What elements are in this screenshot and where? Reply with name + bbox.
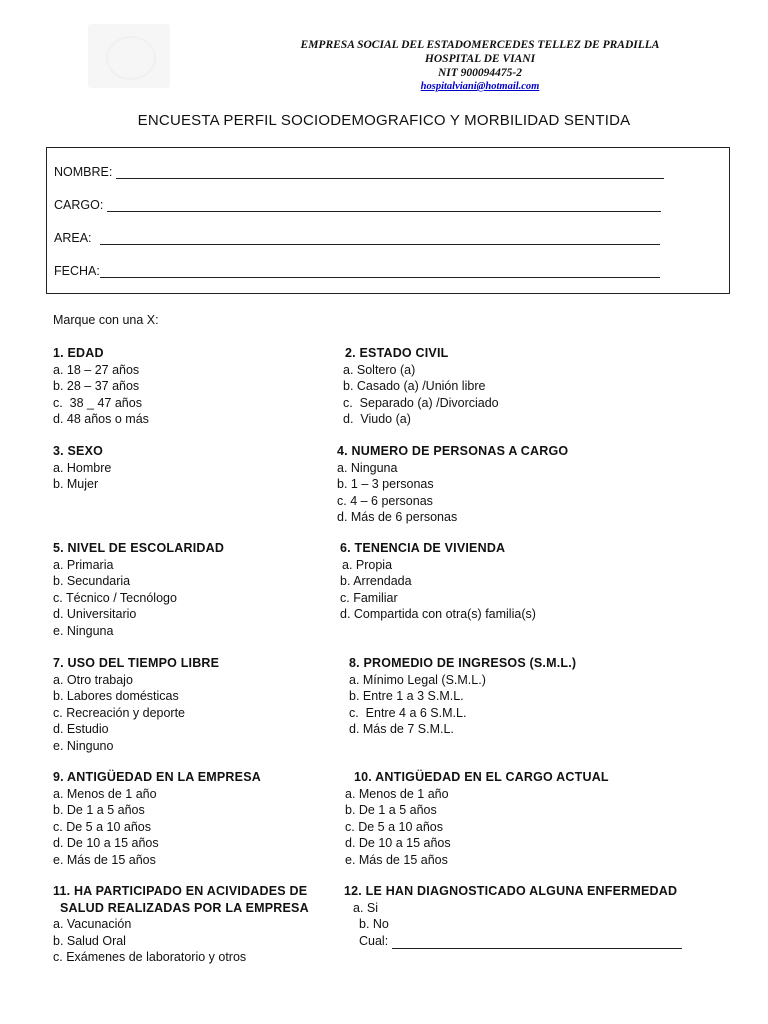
question-antiguedad-cargo bbox=[345, 769, 609, 868]
option[interactable]: b. Casado (a) /Unión libre bbox=[343, 379, 486, 393]
option[interactable]: b. De 1 a 5 años bbox=[345, 803, 437, 817]
question-heading: 3. SEXO bbox=[53, 444, 104, 458]
question-tiempo-libre bbox=[53, 655, 219, 754]
question-heading: 2. ESTADO CIVIL bbox=[345, 346, 449, 360]
option[interactable]: a. 18 – 27 años bbox=[53, 362, 140, 377]
option[interactable]: d. Estudio bbox=[53, 722, 109, 736]
option[interactable]: a. Hombre bbox=[53, 460, 112, 475]
nombre-label: NOMBRE: bbox=[54, 165, 113, 179]
question-edad bbox=[53, 345, 149, 428]
fecha-label: FECHA: bbox=[54, 264, 100, 278]
cual-label: Cual: bbox=[359, 933, 389, 948]
option[interactable]: a. Vacunación bbox=[53, 917, 132, 931]
nombre-line[interactable] bbox=[116, 167, 664, 179]
question-heading: 9. ANTIGÜEDAD EN LA EMPRESA bbox=[53, 770, 261, 784]
option[interactable]: d. Más de 7 S.M.L. bbox=[349, 722, 454, 736]
area-line[interactable] bbox=[100, 233, 660, 245]
option[interactable]: d. De 10 a 15 años bbox=[53, 836, 159, 850]
option[interactable]: d. 48 años o más bbox=[53, 412, 149, 426]
question-heading: 4. NUMERO DE PERSONAS A CARGO bbox=[337, 444, 569, 458]
option[interactable]: a. Mínimo Legal (S.M.L.) bbox=[349, 672, 486, 687]
option[interactable]: e. Más de 15 años bbox=[345, 852, 448, 867]
option[interactable]: c. Técnico / Tecnólogo bbox=[53, 590, 177, 605]
question-enfermedad bbox=[344, 883, 682, 949]
survey-title: ENCUESTA PERFIL SOCIODEMOGRAFICO Y MORBILIDAD SENTIDA bbox=[137, 112, 631, 129]
document-header bbox=[230, 38, 730, 94]
option[interactable]: b. Arrendada bbox=[340, 574, 412, 588]
option[interactable]: c. 4 – 6 personas bbox=[337, 493, 433, 508]
hospital-name: HOSPITAL DE VIANI bbox=[424, 53, 536, 65]
question-escolaridad bbox=[53, 540, 224, 639]
option[interactable]: b. Labores domésticas bbox=[53, 689, 179, 703]
question-heading: 12. LE HAN DIAGNOSTICADO ALGUNA ENFERMEDAD bbox=[344, 884, 678, 898]
option[interactable]: b. No bbox=[359, 917, 389, 931]
question-actividades-salud bbox=[53, 883, 309, 966]
option[interactable]: a. Otro trabajo bbox=[53, 672, 133, 687]
option[interactable]: a. Menos de 1 año bbox=[345, 786, 449, 801]
cual-line[interactable] bbox=[392, 937, 682, 949]
option[interactable]: c. Entre 4 a 6 S.M.L. bbox=[349, 705, 467, 720]
option[interactable]: a. Menos de 1 año bbox=[53, 786, 157, 801]
option[interactable]: d. Universitario bbox=[53, 607, 137, 621]
question-estado-civil bbox=[343, 345, 499, 428]
cargo-label: CARGO: bbox=[54, 198, 104, 212]
option[interactable]: a. Propia bbox=[342, 557, 393, 572]
option[interactable]: c. Recreación y deporte bbox=[53, 705, 186, 720]
option[interactable]: d. De 10 a 15 años bbox=[345, 836, 451, 850]
question-heading: 10. ANTIGÜEDAD EN EL CARGO ACTUAL bbox=[354, 770, 609, 784]
question-antiguedad-empresa bbox=[53, 769, 261, 868]
option[interactable]: b. Entre 1 a 3 S.M.L. bbox=[349, 689, 464, 703]
option[interactable]: c. Familiar bbox=[340, 590, 398, 605]
hospital-logo bbox=[88, 24, 170, 88]
option[interactable]: d. Compartida con otra(s) familia(s) bbox=[340, 607, 536, 621]
option[interactable]: b. De 1 a 5 años bbox=[53, 803, 145, 817]
org-name: EMPRESA SOCIAL DEL ESTADOMERCEDES TELLEZ DE PRADILLA bbox=[300, 39, 660, 51]
question-personas-a-cargo bbox=[337, 443, 568, 526]
question-heading: 7. USO DEL TIEMPO LIBRE bbox=[53, 656, 220, 670]
option[interactable]: c. Separado (a) /Divorciado bbox=[343, 395, 499, 410]
option[interactable]: c. De 5 a 10 años bbox=[53, 819, 151, 834]
question-heading: 5. NIVEL DE ESCOLARIDAD bbox=[53, 541, 225, 555]
option[interactable]: e. Más de 15 años bbox=[53, 852, 156, 867]
question-heading: 11. HA PARTICIPADO EN ACIVIDADES DE bbox=[53, 884, 308, 898]
option[interactable]: e. Ninguna bbox=[53, 623, 114, 638]
option[interactable]: a. Si bbox=[353, 900, 379, 915]
fecha-line[interactable] bbox=[100, 266, 660, 278]
option[interactable]: b. Secundaria bbox=[53, 574, 131, 588]
area-label: AREA: bbox=[54, 231, 92, 245]
option[interactable]: b. 1 – 3 personas bbox=[337, 477, 434, 491]
question-heading-cont: SALUD REALIZADAS POR LA EMPRESA bbox=[60, 900, 309, 915]
question-heading: 6. TENENCIA DE VIVIENDA bbox=[340, 541, 506, 555]
option[interactable]: c. De 5 a 10 años bbox=[345, 819, 443, 834]
question-vivienda bbox=[340, 540, 536, 623]
nit: NIT 900094475-2 bbox=[437, 67, 522, 79]
option[interactable]: b. Mujer bbox=[53, 477, 99, 491]
fecha-field[interactable] bbox=[54, 264, 660, 278]
option[interactable]: c. 38 _ 47 años bbox=[53, 395, 142, 410]
option[interactable]: a. Primaria bbox=[53, 557, 114, 572]
cargo-line[interactable] bbox=[107, 200, 661, 212]
question-ingresos bbox=[349, 655, 576, 738]
option[interactable]: c. Exámenes de laboratorio y otros bbox=[53, 950, 247, 964]
option[interactable]: a. Ninguna bbox=[337, 460, 398, 475]
option[interactable]: d. Más de 6 personas bbox=[337, 510, 458, 524]
cual-field[interactable] bbox=[344, 933, 682, 950]
nombre-field[interactable] bbox=[54, 165, 664, 179]
option[interactable]: a. Soltero (a) bbox=[343, 362, 416, 377]
option[interactable]: b. 28 – 37 años bbox=[53, 379, 140, 393]
question-heading: 8. PROMEDIO DE INGRESOS (S.M.L.) bbox=[349, 656, 577, 670]
option[interactable]: d. Viudo (a) bbox=[343, 412, 411, 426]
option[interactable]: b. Salud Oral bbox=[53, 933, 126, 948]
question-heading: 1. EDAD bbox=[53, 346, 104, 360]
option[interactable]: e. Ninguno bbox=[53, 738, 114, 753]
personal-info-box bbox=[46, 147, 730, 294]
instruction-text: Marque con una X: bbox=[53, 313, 159, 327]
cargo-field[interactable] bbox=[54, 198, 661, 212]
email-link[interactable]: hospitalviani@hotmail.com bbox=[420, 81, 540, 92]
area-field[interactable] bbox=[54, 231, 660, 245]
question-sexo bbox=[53, 443, 111, 493]
